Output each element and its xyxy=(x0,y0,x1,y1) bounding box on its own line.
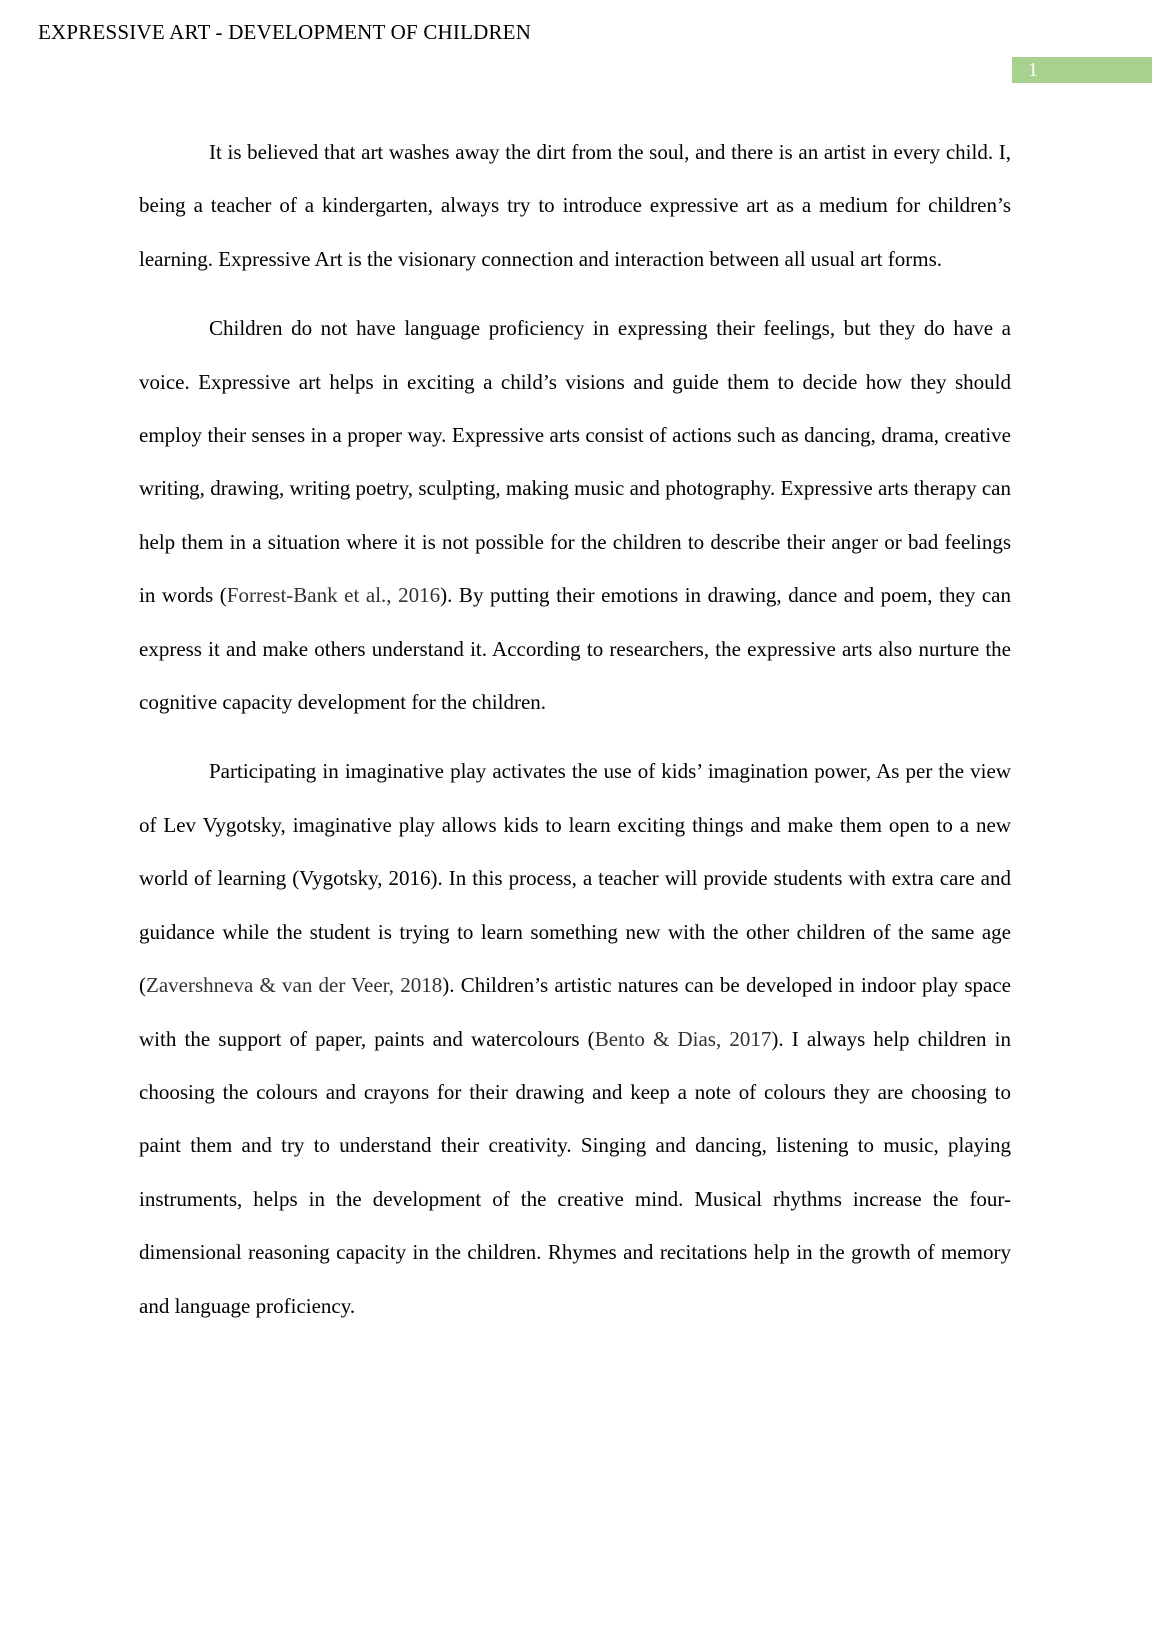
paragraph-3-text-part-3: ). I always help children in choosing the colours and crayons for their drawing and keep a note of colours they are choosing to paint them and try to understand their creativity. Singing and dancing, listening to music, playing instruments, helps in the development of the creative mind. Musical rhythms increase the four-dimensional reasoning capacity in the children. Rhymes and recitations help in the growth of memory and language proficiency. xyxy=(139,1026,1011,1318)
citation-bento-dias: Bento & Dias, 2017 xyxy=(594,1026,772,1051)
paragraph-1-text: It is believed that art washes away the dirt from the soul, and there is an artist in every child. I, being a teacher of a kindergarten, always try to introduce expressive art as a medium for children’s learning. Expressive Art is the visionary connection and interaction between all usual art forms. xyxy=(139,140,1011,271)
paragraph-2-text-part-1: Children do not have language proficiency in expressing their feelings, but they do have a voice. Expressive art helps in exciting a child’s visions and guide them to decide how they should employ their senses in a proper way. Expressive arts consist of actions such as dancing, drama, creative writing, drawing, writing poetry, sculpting, making music and photography. Expressive arts therapy can help them in a situation where it is not possible for the children to describe their anger or bad feelings in words ( xyxy=(139,316,1011,608)
document-body xyxy=(139,126,1011,1349)
page-number: 1 xyxy=(1012,57,1152,83)
paragraph-3-text-part-2: ). Children’s artistic natures can be developed in indoor play space with the support of paper, paints and watercolours ( xyxy=(139,973,1011,1051)
paragraph-3 xyxy=(139,745,1011,1332)
paragraph-2-text-part-2: ). By putting their emotions in drawing, dance and poem, they can express it and make others understand it. According to researchers, the expressive arts also nurture the cognitive capacity development for the children. xyxy=(139,583,1011,715)
paragraph-3-text-part-1: Participating in imaginative play activates the use of kids’ imagination power, As per the view of Lev Vygotsky, imaginative play allows kids to learn exciting things and make them open to a new world of learning (Vygotsky, 2016). In this process, a teacher will provide students with extra care and guidance while the student is trying to learn something new with the other children of the same age ( xyxy=(139,759,1011,998)
paragraph-1 xyxy=(139,126,1011,286)
citation-forrest-bank: Forrest-Bank et al., 2016 xyxy=(226,583,441,608)
paragraph-2 xyxy=(139,302,1011,729)
citation-zavershneva: Zavershneva & van der Veer, 2018 xyxy=(146,973,443,998)
running-head: EXPRESSIVE ART - DEVELOPMENT OF CHILDREN xyxy=(38,20,532,44)
